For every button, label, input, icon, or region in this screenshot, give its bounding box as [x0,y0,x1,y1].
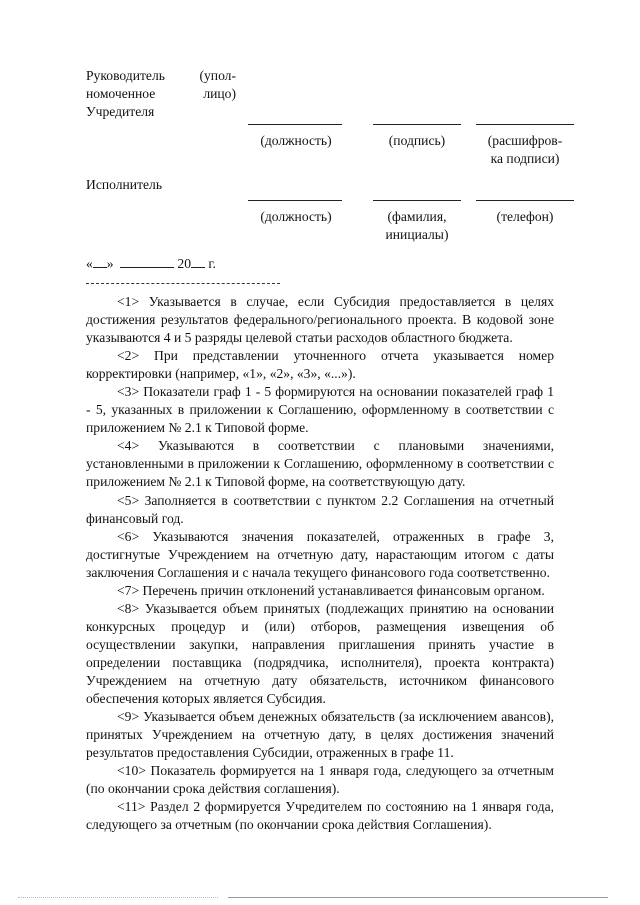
footnote-separator [86,283,280,284]
footnote-4: <4> Указываются в соответствии с плановыми значениями, установленными в приложении к Соглашению, оформленному в соответствии с приложением № 2.1 к Типовой форме, на соответствующую дату. [86,438,554,490]
footnote-7: <7> Перечень причин отклонений устанавливается финансовым органом. [117,582,545,598]
month-blank [120,253,174,268]
head-label-line [86,67,236,85]
year-suffix: г. [208,256,216,271]
head-label-word: лицо) [203,86,236,101]
head-label-word: номоченное [86,86,156,101]
date-line [86,253,216,273]
year-blank [191,253,205,268]
executor-label: Исполнитель [86,177,163,192]
scan-edge-dots [18,897,218,898]
footnote-8: <8> Указывается объем принятых (подлежащих принятию на основании конкурсных процедур и (или) отборов, размещения извещения об осуществлении закупки, направления приглашения принять участие в определении поставщика (подрядчика, исполнителя), проекта контракта) Учреждением на отчетную дату обязательств, источником финансового обеспечения которых является Субсидия. [86,600,554,707]
footnotes [86,293,554,834]
date-open-quote: « [86,256,93,271]
footnote-2: <2> При представлении уточненного отчета указывается номер корректировки (например, «1», «2», «3», «...»). [86,348,554,382]
head-label-line [86,85,236,103]
executor-phone-line [476,200,574,201]
executor-name-caption: инициалы) [385,227,449,242]
footnote-6: <6> Указываются значения показателей, отраженных в графе 3, достигнутые Учреждением на отчетную дату, нарастающим итогом с даты заключения Соглашения и с начала текущего финансового года соответственно. [86,528,554,580]
head-label-line [86,103,236,121]
signature-line [373,124,461,125]
executor-phone-caption: (телефон) [496,209,554,224]
footnote-9: <9> Указывается объем денежных обязательств (за исключением авансов), принятых Учреждением на отчетную дату, в целях достижения значений результатов предоставления Субсидии, отраженных в графе 11. [86,709,554,761]
head-label-word: (упол- [199,68,236,83]
footnote-5: <5> Заполняется в соответствии с пунктом 2.2 Соглашения на отчетный финансовый год. [86,492,554,526]
footnote-1: <1> Указывается в случае, если Субсидия предоставляется в целях достижения результатов федерального/регионального проекта. В кодовой зоне указываются 4 и 5 разряды целевой статьи расходов областного бюджета. [86,294,554,346]
executor-position-line [248,200,342,201]
signature-caption: (подпись) [388,133,446,148]
footnote-3: <3> Показатели граф 1 - 5 формируются на основании показателей граф 1 - 5, указанных в приложении к Соглашению, оформленному в соответствии с приложением № 2.1 к Типовой форме. [86,384,554,436]
day-blank [93,253,107,268]
head-label-word: Руководитель [86,68,165,83]
position-caption: (должность) [260,133,332,148]
position-signature-line [248,124,342,125]
executor-name-line [373,200,461,201]
head-label-word: Учредителя [86,104,155,119]
signature-decoding-line [476,124,574,125]
head-signatory-label [86,67,236,121]
footnote-11: <11> Раздел 2 формируется Учредителем по состоянию на 1 января года, следующего за отчетным (по окончании срока действия Соглашения). [86,799,554,833]
signature-decoding-caption: (расшифров- [487,133,563,148]
scan-edge-rule [228,897,608,898]
date-close-quote: » [106,256,114,271]
executor-name-caption: (фамилия, [387,209,447,224]
signature-decoding-caption: ка подписи) [490,151,560,166]
executor-position-caption: (должность) [260,209,332,224]
year-prefix: 20 [177,256,191,271]
footnote-10: <10> Показатель формируется на 1 января года, следующего за отчетным (по окончании срока действия соглашения). [86,763,554,797]
